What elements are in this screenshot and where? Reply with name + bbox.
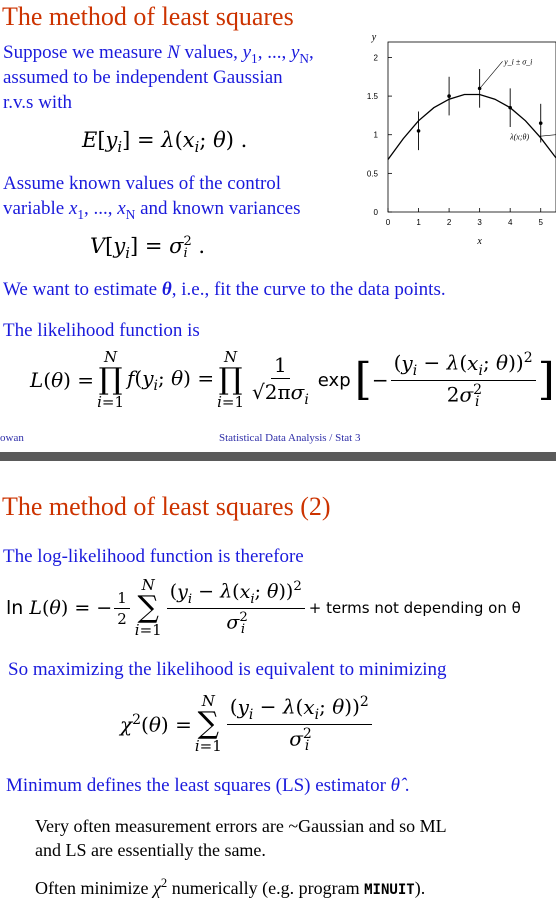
minimum-theta: θ̂ xyxy=(390,775,401,796)
intro-yn: y xyxy=(290,42,300,63)
estimate-text: We want to estimate xyxy=(3,279,162,300)
data-annotation: y_i ± σ_i xyxy=(504,57,533,67)
often-text2: numerically (e.g. program xyxy=(167,878,365,898)
annotation-pointer xyxy=(481,61,502,86)
intro-n: N xyxy=(167,42,180,63)
intro-line2: assumed to be independent Gaussian xyxy=(3,67,283,88)
minimum-text: Minimum defines the least squares (LS) estimator xyxy=(6,775,391,796)
x-tick-label: 2 xyxy=(446,218,452,227)
known-sub1: 1 xyxy=(77,206,85,222)
estimate-rest: , i.e., fit the curve to the data points. xyxy=(171,279,446,300)
data-point xyxy=(539,121,543,125)
estimate-line xyxy=(3,279,446,301)
gaussian-line1: Very often measurement errors are ~Gaussian and so ML xyxy=(35,816,447,836)
slide-divider xyxy=(0,452,556,461)
y-tick-label: 0.5 xyxy=(366,169,378,179)
maximizing-line: So maximizing the likelihood is equivalent to minimizing xyxy=(8,659,447,680)
curve-annotation: λ(x;θ) xyxy=(510,132,530,142)
minimum-line xyxy=(6,775,410,797)
often-end: ). xyxy=(414,878,426,898)
slide2-title: The method of least squares (2) xyxy=(2,492,331,521)
intro-sub1: 1 xyxy=(251,50,258,66)
known-variances: and known variances xyxy=(135,198,301,219)
footer-course: Statistical Data Analysis / Stat 3 xyxy=(219,432,361,444)
data-point xyxy=(447,94,451,98)
footer-author: owan xyxy=(0,432,24,444)
data-point xyxy=(417,129,421,133)
least-squares-chart xyxy=(350,30,556,254)
known-line1: Assume known values of the control xyxy=(3,173,282,194)
known-xn: x xyxy=(117,198,126,219)
data-point xyxy=(508,106,512,110)
y-tick-label: 0 xyxy=(373,208,378,217)
x-axis-label: x xyxy=(477,236,482,247)
y-tick-label: 1.5 xyxy=(366,92,378,102)
likelihood-label: The likelihood function is xyxy=(3,320,200,341)
y-axis-label: y xyxy=(371,32,377,43)
slide1-title: The method of least squares xyxy=(2,2,294,31)
data-point xyxy=(478,87,482,91)
variance-formula: $V[y_i] = \sigma$ 2 i . xyxy=(90,233,206,263)
loglike-formula: ln L(θ) = − $\frac{1}{2}$ N ∑ i=1 $\frac{(y_i - \lambda(x_i; \theta))^2}{\sigma^2_i}$ + terms not depending on θ xyxy=(6,576,521,639)
often-text: Often minimize xyxy=(35,878,153,898)
intro-subn: N xyxy=(299,50,309,66)
intro-dots: , ..., xyxy=(257,42,291,63)
known-subn: N xyxy=(125,206,136,222)
often-line xyxy=(35,876,425,899)
loglike-label: The log-likelihood function is therefore xyxy=(3,546,304,567)
intro-y1: y xyxy=(242,42,252,63)
curve-annotation-pointer xyxy=(539,135,556,137)
x-tick-label: 1 xyxy=(416,218,421,227)
y-tick-label: 2 xyxy=(373,53,378,63)
intro-line1 xyxy=(3,42,314,67)
minimum-end: . xyxy=(400,775,410,796)
intro-values: values, xyxy=(179,42,243,63)
y-tick-label: 1 xyxy=(373,130,378,140)
x-tick-label: 4 xyxy=(507,218,513,227)
intro-line3: r.v.s with xyxy=(3,92,72,113)
terms-note: + terms not depending on θ xyxy=(308,599,521,617)
x-tick-label: 5 xyxy=(538,218,543,227)
gaussian-line2: and LS are essentially the same. xyxy=(35,840,266,860)
expectation-formula: $E[y_i] = \lambda(x_i$; θ) . xyxy=(82,128,248,157)
likelihood-formula: L(θ) = N ∏ i=1 $f(y_i$; θ) = N ∏ i=1 $\frac{1}{√2\pi\sigma_i}$ exp [ − $\frac{(y_i - \lambda(x_i; \theta))^2}{2\sigma^2_i}$ ] xyxy=(30,348,555,412)
intro-text: Suppose we measure xyxy=(3,42,168,63)
x-tick-label: 3 xyxy=(477,218,482,227)
known-dots: , ..., xyxy=(84,198,118,219)
known-line2 xyxy=(3,198,300,223)
fit-curve-line xyxy=(388,95,556,160)
often-program: MINUIT xyxy=(364,882,415,898)
chi2-formula: $\chi^2(\theta)$ = N ∑ i=1 $\frac{(y_i - \lambda(x_i; \theta))^2}{\sigma^2_i}$ xyxy=(120,694,374,754)
often-sup: 2 xyxy=(160,876,168,890)
often-chi: χ xyxy=(152,878,161,898)
x-tick-label: 0 xyxy=(385,218,391,227)
known-variable: variable xyxy=(3,198,69,219)
estimate-theta: θ xyxy=(161,279,172,300)
known-x: x xyxy=(68,198,78,219)
intro-comma: , xyxy=(308,42,314,63)
